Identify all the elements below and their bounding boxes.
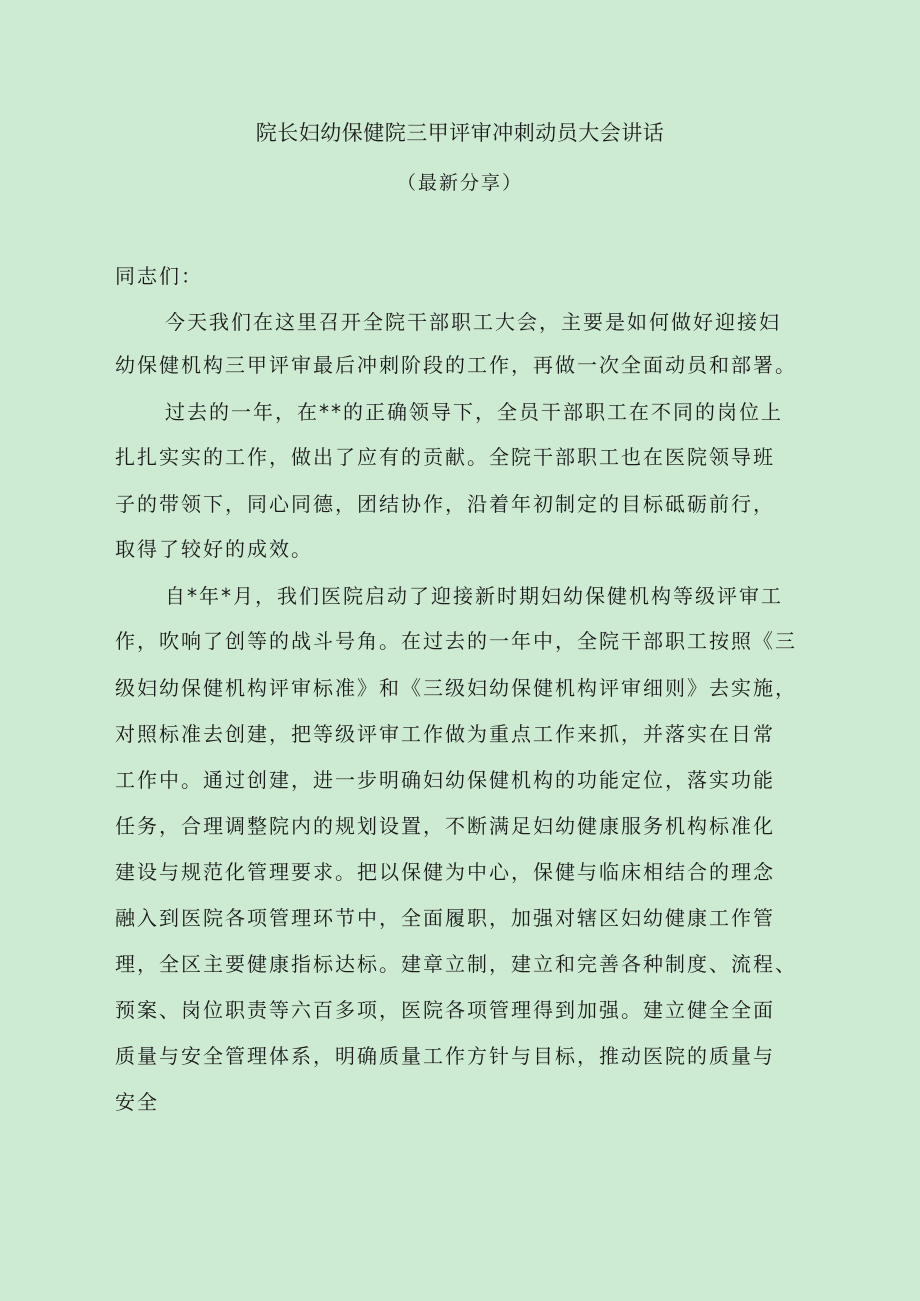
paragraph-line: 级妇幼保健机构评审标准》和《三级妇幼保健机构评审细则》去实施， [115,676,797,700]
paragraph-line: 今天我们在这里召开全院干部职工大会，主要是如何做好迎接妇 [165,310,781,334]
paragraph-line: 幼保健机构三甲评审最后冲刺阶段的工作，再做一次全面动员和部署。 [115,353,797,377]
paragraph-line: 建设与规范化管理要求。把以保健为中心，保健与临床相结合的理念 [115,860,775,884]
document-title: 院长妇幼保健院三甲评审冲刺动员大会讲话 [255,121,665,145]
paragraph-line: 取得了较好的成效。 [115,537,313,561]
paragraph-line: 工作中。通过创建，进一步明确妇幼保健机构的功能定位，落实功能 [115,768,775,792]
paragraph-line: 自*年*月，我们医院启动了迎接新时期妇幼保健机构等级评审工 [165,584,783,608]
paragraph-line: 对照标准去创建，把等级评审工作做为重点工作来抓，并落实在日常 [115,722,775,746]
paragraph-line: 安全 [115,1090,159,1114]
paragraph-line: 作，吹响了创等的战斗号角。在过去的一年中，全院干部职工按照《三 [115,629,797,653]
document-subtitle: （最新分享） [396,172,523,194]
paragraph-line: 预案、岗位职责等六百多项，医院各项管理得到加强。建立健全全面 [115,998,775,1022]
paragraph-line: 理，全区主要健康指标达标。建章立制，建立和完善各种制度、流程、 [115,952,797,976]
paragraph-line: 子的带领下，同心同德，团结协作，沿着年初制定的目标砥砺前行， [115,492,775,516]
paragraph-line: 任务，合理调整院内的规划设置，不断满足妇幼健康服务机构标准化 [115,814,775,838]
paragraph-line: 过去的一年，在**的正确领导下，全员干部职工在不同的岗位上 [165,400,783,424]
paragraph-line: 质量与安全管理体系，明确质量工作方针与目标，推动医院的质量与 [115,1044,775,1068]
paragraph-line: 扎扎实实的工作，做出了应有的贡献。全院干部职工也在医院领导班 [115,445,775,469]
salutation: 同志们： [115,264,203,288]
paragraph-line: 融入到医院各项管理环节中，全面履职，加强对辖区妇幼健康工作管 [115,906,775,930]
